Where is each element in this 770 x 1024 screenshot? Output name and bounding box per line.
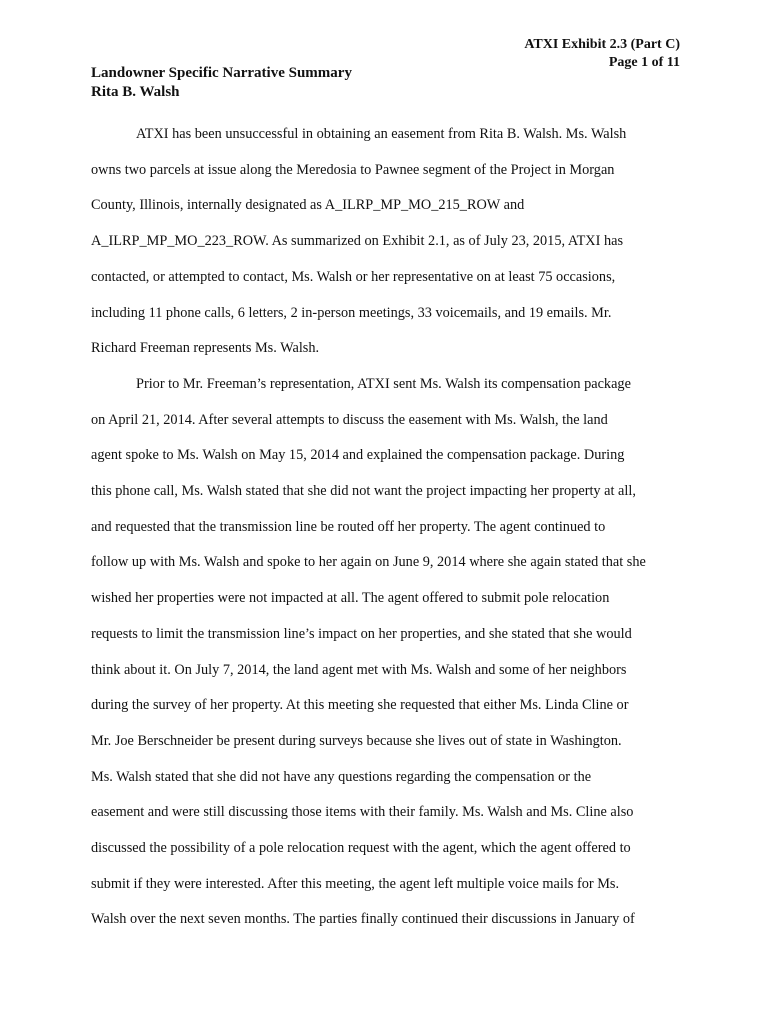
text-line: discussed the possibility of a pole relocation request with the agent, which the agent offered to — [91, 840, 631, 857]
text-line: owns two parcels at issue along the Meredosia to Pawnee segment of the Project in Morgan — [91, 161, 615, 178]
text-line: ATXI has been unsuccessful in obtaining an easement from Rita B. Walsh. Ms. Walsh — [136, 126, 627, 142]
text-line: A_ILRP_MP_MO_223_ROW. As summarized on Exhibit 2.1, as of July 23, 2015, ATXI has — [91, 233, 624, 250]
text-line: on April 21, 2014. After several attempts to discuss the easement with Ms. Walsh, the land — [91, 411, 608, 428]
page-number: Page 1 of 11 — [608, 55, 680, 70]
text-line: including 11 phone calls, 6 letters, 2 in-person meetings, 33 voicemails, and 19 emails. Mr. — [91, 304, 612, 321]
document-title — [91, 64, 352, 102]
text-line: follow up with Ms. Walsh and spoke to her again on June 9, 2014 where she again stated that she — [91, 554, 646, 571]
text-line: agent spoke to Ms. Walsh on May 15, 2014 and explained the compensation package. During — [91, 447, 625, 464]
text-line: contacted, or attempted to contact, Ms. Walsh or her representative on at least 75 occasions, — [91, 268, 616, 285]
body-text — [91, 117, 683, 938]
title-line-2: Rita B. Walsh — [91, 84, 180, 100]
text-line: Walsh over the next seven months. The parties finally continued their discussions in January of — [91, 911, 635, 928]
text-line: think about it. On July 7, 2014, the land agent met with Ms. Walsh and some of her neighbors — [91, 661, 627, 678]
text-line: easement and were still discussing those items with their family. Ms. Walsh and Ms. Cline also — [91, 804, 634, 821]
text-line: this phone call, Ms. Walsh stated that she did not want the project impacting her property at all, — [91, 483, 636, 500]
exhibit-header — [524, 36, 680, 72]
text-line: Prior to Mr. Freeman’s representation, ATXI sent Ms. Walsh its compensation package — [136, 375, 631, 392]
text-line: County, Illinois, internally designated as A_ILRP_MP_MO_215_ROW and — [91, 197, 525, 214]
paragraph-2 — [91, 367, 683, 938]
paragraph-1 — [91, 117, 683, 367]
text-line: and requested that the transmission line be routed off her property. The agent continued to — [91, 518, 606, 535]
text-line: during the survey of her property. At this meeting she requested that either Ms. Linda Cline or — [91, 697, 629, 714]
text-line: wished her properties were not impacted at all. The agent offered to submit pole relocation — [91, 590, 610, 607]
text-line: Mr. Joe Berschneider be present during surveys because she lives out of state in Washington. — [91, 732, 622, 749]
exhibit-label: ATXI Exhibit 2.3 (Part C) — [524, 37, 680, 52]
text-line: requests to limit the transmission line’s impact on her properties, and she stated that she would — [91, 625, 632, 642]
text-line: submit if they were interested. After this meeting, the agent left multiple voice mails for Ms. — [91, 875, 620, 892]
title-line-1: Landowner Specific Narrative Summary — [91, 65, 352, 81]
text-line: Richard Freeman represents Ms. Walsh. — [91, 340, 320, 357]
text-line: Ms. Walsh stated that she did not have any questions regarding the compensation or the — [91, 768, 592, 785]
